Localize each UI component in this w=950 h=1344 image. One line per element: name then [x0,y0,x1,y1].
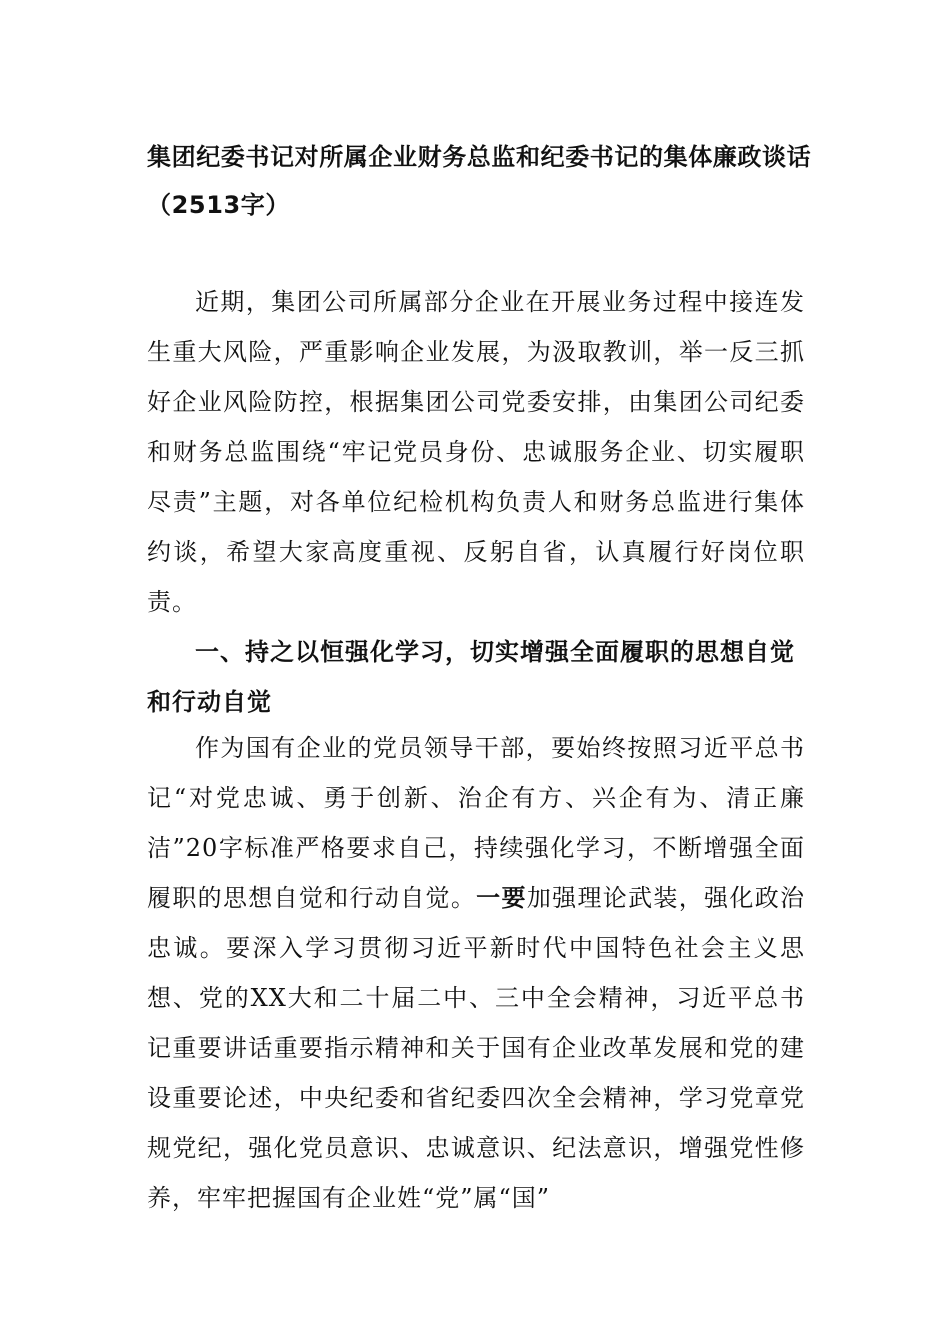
section-1-paragraph [147,723,805,1223]
document-title: 集团纪委书记对所属企业财务总监和纪委书记的集体廉政谈话（2513字） [147,143,812,219]
intro-paragraph: 近期，集团公司所属部分企业在开展业务过程中接连发生重大风险，严重影响企业发展，为汲取教训，举一反三抓好企业风险防控，根据集团公司党委安排，由集团公司纪委和财务总监围绕“牢记党员身份、忠诚服务企业、切实履职尽责”主题，对各单位纪检机构负责人和财务总监进行集体约谈，希望大家高度重视、反躬自省，认真履行好岗位职责。 [147,288,805,616]
paragraph-text-part-1: 作为国有企业的党员领导干部，要始终按照习近平总书记“对党忠诚、勇于创新、治企有方、兴企有为、清正廉洁”20字标准严格要求自己，持续强化学习，不断增强全面履职的思想自觉和行动自觉。 [147,734,805,912]
paragraph-text-part-2: 加强理论武装，强化政治忠诚。要深入学习贯彻习近平新时代中国特色社会主义思想、党的XX大和二十届二中、三中全会精神，习近平总书记重要讲话重要指示精神和关于国有企业改革发展和党的建设重要论述，中央纪委和省纪委四次全会精神，学习党章党规党纪，强化党员意识、忠诚意识、纪法意识，增强党性修养，牢牢把握国有企业姓“党”属“国” [147,884,806,1212]
section-heading-1: 一、持之以恒强化学习，切实增强全面履职的思想自觉和行动自觉 [147,638,795,716]
bold-lead-phrase: 一要 [476,884,527,912]
